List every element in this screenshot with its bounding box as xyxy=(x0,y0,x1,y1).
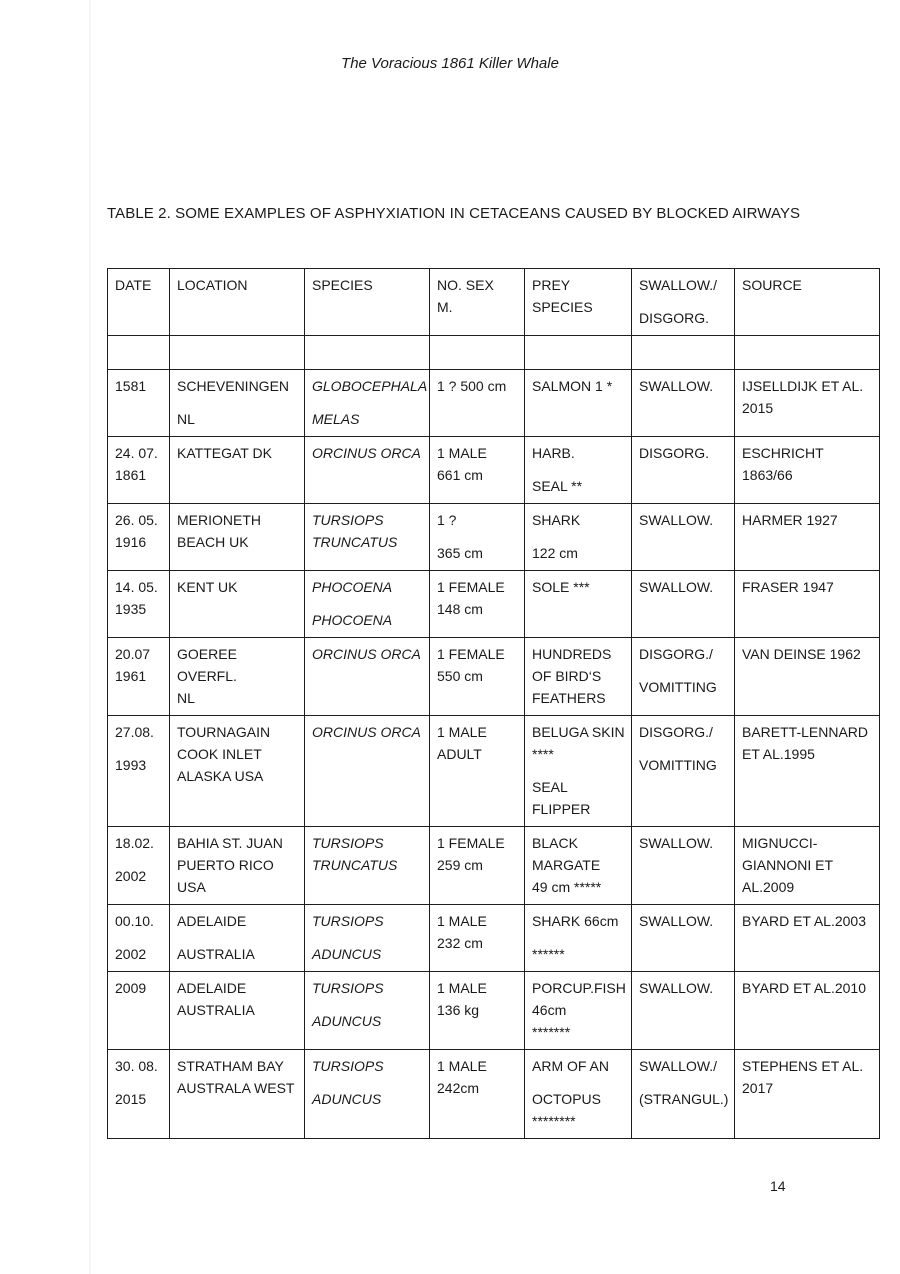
cell-paragraph: VOMITTING xyxy=(639,757,717,773)
cell-paragraph: 1993 xyxy=(115,757,147,773)
cell-paragraph: BLACK MARGATE 49 cm ***** xyxy=(532,835,602,895)
cell-paragraph: ORCINUS ORCA xyxy=(312,646,421,662)
cell-paragraph: FRASER 1947 xyxy=(742,579,834,595)
table-cell xyxy=(735,638,880,716)
column-header xyxy=(108,269,170,336)
table-cell xyxy=(525,370,632,437)
table-cell xyxy=(735,972,880,1050)
cell-paragraph: SWALLOW. xyxy=(639,835,714,851)
cell-paragraph xyxy=(639,341,730,363)
table-row xyxy=(108,716,880,827)
cell-paragraph: SHARK 66cm xyxy=(532,913,619,929)
table-cell xyxy=(305,905,430,972)
cell-paragraph: BYARD ET AL.2010 xyxy=(742,980,866,996)
table-cell xyxy=(525,972,632,1050)
cell-paragraph: MELAS xyxy=(312,411,360,427)
table-cell xyxy=(632,1050,735,1139)
column-header xyxy=(525,269,632,336)
cell-paragraph xyxy=(742,341,875,363)
table-cell xyxy=(632,716,735,827)
table-cell xyxy=(430,336,525,370)
table-cell xyxy=(305,827,430,905)
cell-paragraph: GLOBOCEPHALA xyxy=(312,378,428,394)
table-cell xyxy=(632,905,735,972)
table-cell xyxy=(525,905,632,972)
cell-paragraph xyxy=(437,341,520,363)
column-header xyxy=(170,269,305,336)
cell-paragraph xyxy=(532,341,627,363)
cell-paragraph xyxy=(312,341,425,363)
table-cell xyxy=(632,571,735,638)
table-cell xyxy=(632,437,735,504)
table-cell xyxy=(735,504,880,571)
cell-paragraph: ADUNCUS xyxy=(312,946,382,962)
cell-paragraph: SWALLOW. xyxy=(639,579,714,595)
cell-paragraph: TURSIOPS xyxy=(312,913,384,929)
table-cell xyxy=(170,905,305,972)
table-cell xyxy=(108,827,170,905)
table-cell xyxy=(108,571,170,638)
cell-paragraph: BARETT-LENNARD ET AL.1995 xyxy=(742,724,869,762)
cell-paragraph: (STRANGUL.) xyxy=(639,1091,729,1107)
table-cell xyxy=(735,716,880,827)
cell-paragraph: DISGORG./ xyxy=(639,646,713,662)
cell-paragraph: 27.08. xyxy=(115,724,154,740)
cell-paragraph: 1581 xyxy=(115,378,147,394)
table-cell xyxy=(170,370,305,437)
cell-paragraph: 365 cm xyxy=(437,545,483,561)
table-cell xyxy=(735,827,880,905)
cell-paragraph: 1 ? xyxy=(437,512,457,528)
cell-paragraph: VAN DEINSE 1962 xyxy=(742,646,861,662)
cell-paragraph: SWALLOW./ xyxy=(639,1058,718,1074)
table-cell xyxy=(735,571,880,638)
cell-paragraph: STEPHENS ET AL. 2017 xyxy=(742,1058,864,1096)
table-cell xyxy=(170,638,305,716)
table-cell xyxy=(430,972,525,1050)
cell-paragraph: ADUNCUS xyxy=(312,1013,382,1029)
table-row xyxy=(108,437,880,504)
cell-paragraph: ORCINUS ORCA xyxy=(312,724,421,740)
table-header xyxy=(108,269,880,336)
cell-paragraph: SWALLOW. xyxy=(639,378,714,394)
cell-paragraph: IJSELLDIJK ET AL. 2015 xyxy=(742,378,864,416)
table-row xyxy=(108,905,880,972)
cell-paragraph: 1 ? 500 cm xyxy=(437,378,507,394)
cell-paragraph: SWALLOW. xyxy=(639,512,714,528)
cell-paragraph: NL xyxy=(177,411,195,427)
cell-paragraph: SOURCE xyxy=(742,277,802,293)
cell-paragraph: TURSIOPS xyxy=(312,980,384,996)
cell-paragraph: DATE xyxy=(115,277,152,293)
cell-paragraph: KATTEGAT DK xyxy=(177,445,272,461)
table-cell xyxy=(305,972,430,1050)
table-row xyxy=(108,827,880,905)
table-row xyxy=(108,571,880,638)
page-number: 14 xyxy=(770,1178,786,1194)
cell-paragraph: ADELAIDE AUSTRALIA xyxy=(177,980,255,1018)
cell-paragraph: NO. SEX M. xyxy=(437,277,494,315)
table-cell xyxy=(430,571,525,638)
cell-paragraph: 2002 xyxy=(115,946,147,962)
table-cell xyxy=(170,437,305,504)
cell-paragraph: 1 MALE 661 cm xyxy=(437,445,487,483)
cell-paragraph: OCTOPUS ******** xyxy=(532,1091,601,1129)
table-cell xyxy=(735,370,880,437)
table-cell xyxy=(170,1050,305,1139)
cell-paragraph: 2009 xyxy=(115,980,147,996)
cell-paragraph: 30. 08. xyxy=(115,1058,158,1074)
table-cell xyxy=(108,437,170,504)
table-cell xyxy=(525,716,632,827)
cell-paragraph xyxy=(115,341,165,363)
cell-paragraph: ADELAIDE xyxy=(177,913,247,929)
cell-paragraph: ADUNCUS xyxy=(312,1091,382,1107)
cell-paragraph: MIGNUCCI- GIANNONI ET AL.2009 xyxy=(742,835,834,895)
table-cell xyxy=(108,638,170,716)
table-cell xyxy=(525,336,632,370)
table-cell xyxy=(525,1050,632,1139)
column-header xyxy=(430,269,525,336)
table-row xyxy=(108,972,880,1050)
cell-paragraph: ORCINUS ORCA xyxy=(312,445,421,461)
cell-paragraph xyxy=(177,341,300,363)
table-cell xyxy=(525,638,632,716)
cell-paragraph: PORCUP.FISH 46cm ******* xyxy=(532,980,626,1040)
column-header xyxy=(632,269,735,336)
cell-paragraph: 00.10. xyxy=(115,913,154,929)
table-row xyxy=(108,504,880,571)
table-cell xyxy=(305,571,430,638)
cell-paragraph: TURSIOPS xyxy=(312,1058,384,1074)
asphyxiation-table xyxy=(107,268,880,1139)
cell-paragraph: SHARK xyxy=(532,512,581,528)
cell-paragraph: SWALLOW. xyxy=(639,980,714,996)
table-cell xyxy=(305,336,430,370)
cell-paragraph: DISGORG. xyxy=(639,310,710,326)
header-row xyxy=(108,269,880,336)
cell-paragraph: SALMON 1 * xyxy=(532,378,613,394)
page-edge-line xyxy=(89,0,91,1274)
cell-paragraph: SWALLOW./ xyxy=(639,277,718,293)
cell-paragraph: PREY SPECIES xyxy=(532,277,593,315)
cell-paragraph: HARB. xyxy=(532,445,575,461)
table-cell xyxy=(735,905,880,972)
table-cell xyxy=(108,972,170,1050)
cell-paragraph: 1 FEMALE 148 cm xyxy=(437,579,505,617)
table-cell xyxy=(735,1050,880,1139)
table-cell xyxy=(170,827,305,905)
cell-paragraph: TOURNAGAIN COOK INLET ALASKA USA xyxy=(177,724,271,784)
table-cell xyxy=(632,972,735,1050)
table-caption: TABLE 2. SOME EXAMPLES OF ASPHYXIATION IN CETACEANS CAUSED BY BLOCKED AIRWAYS xyxy=(107,205,801,222)
cell-paragraph: TURSIOPS TRUNCATUS xyxy=(312,835,398,873)
table-cell xyxy=(305,504,430,571)
cell-paragraph: HUNDREDS OF BIRD‘S FEATHERS xyxy=(532,646,612,706)
cell-paragraph: DISGORG. xyxy=(639,445,710,461)
table-cell xyxy=(525,571,632,638)
cell-paragraph: PHOCOENA xyxy=(312,612,393,628)
cell-paragraph: BAHIA ST. JUAN PUERTO RICO USA xyxy=(177,835,283,895)
cell-paragraph: 1 FEMALE 259 cm xyxy=(437,835,505,873)
table-cell xyxy=(108,905,170,972)
table-row xyxy=(108,370,880,437)
table-row xyxy=(108,1050,880,1139)
table-cell xyxy=(108,504,170,571)
cell-paragraph: 2015 xyxy=(115,1091,147,1107)
cell-paragraph: BYARD ET AL.2003 xyxy=(742,913,866,929)
cell-paragraph: AUSTRALIA xyxy=(177,946,255,962)
table-cell xyxy=(632,638,735,716)
cell-paragraph: DISGORG./ xyxy=(639,724,713,740)
table-cell xyxy=(305,716,430,827)
table-cell xyxy=(170,716,305,827)
table-cell xyxy=(430,638,525,716)
table-cell xyxy=(305,437,430,504)
cell-paragraph: 26. 05. 1916 xyxy=(115,512,158,550)
table-cell xyxy=(108,716,170,827)
table-cell xyxy=(525,504,632,571)
cell-paragraph: SEAL FLIPPER xyxy=(532,779,591,817)
table-cell xyxy=(305,638,430,716)
cell-paragraph: SEAL ** xyxy=(532,478,583,494)
table-cell xyxy=(108,336,170,370)
cell-paragraph: 1 MALE 136 kg xyxy=(437,980,487,1018)
table-cell xyxy=(430,905,525,972)
running-head: The Voracious 1861 Killer Whale xyxy=(341,55,559,72)
table-cell xyxy=(108,370,170,437)
column-header xyxy=(305,269,430,336)
table-cell xyxy=(170,972,305,1050)
table-cell xyxy=(735,336,880,370)
table-cell xyxy=(632,504,735,571)
table-cell xyxy=(430,1050,525,1139)
table-cell xyxy=(525,827,632,905)
cell-paragraph: BELUGA SKIN **** xyxy=(532,724,625,762)
table-cell xyxy=(632,827,735,905)
table-row xyxy=(108,638,880,716)
table-cell xyxy=(430,437,525,504)
cell-paragraph: STRATHAM BAY AUSTRALA WEST xyxy=(177,1058,295,1096)
table-cell xyxy=(170,504,305,571)
cell-paragraph: 2002 xyxy=(115,868,147,884)
cell-paragraph: 1 MALE 242cm xyxy=(437,1058,487,1096)
table-cell xyxy=(735,437,880,504)
table-cell xyxy=(170,336,305,370)
cell-paragraph: SPECIES xyxy=(312,277,373,293)
cell-paragraph: ESCHRICHT 1863/66 xyxy=(742,445,824,483)
cell-paragraph: ****** xyxy=(532,946,565,962)
cell-paragraph: 122 cm xyxy=(532,545,578,561)
cell-paragraph: 1 FEMALE 550 cm xyxy=(437,646,505,684)
table-cell xyxy=(430,370,525,437)
cell-paragraph: 1 MALE 232 cm xyxy=(437,913,487,951)
table-cell xyxy=(305,370,430,437)
cell-paragraph: SOLE *** xyxy=(532,579,590,595)
table-cell xyxy=(525,437,632,504)
cell-paragraph: LOCATION xyxy=(177,277,248,293)
column-header xyxy=(735,269,880,336)
cell-paragraph: SWALLOW. xyxy=(639,913,714,929)
cell-paragraph: HARMER 1927 xyxy=(742,512,838,528)
table-cell xyxy=(430,504,525,571)
cell-paragraph: SCHEVENINGEN xyxy=(177,378,290,394)
cell-paragraph: 18.02. xyxy=(115,835,154,851)
table-cell xyxy=(632,336,735,370)
table-row xyxy=(108,336,880,370)
table-body xyxy=(108,336,880,1139)
table-cell xyxy=(430,827,525,905)
cell-paragraph: PHOCOENA xyxy=(312,579,393,595)
table-cell xyxy=(108,1050,170,1139)
cell-paragraph: 24. 07. 1861 xyxy=(115,445,158,483)
cell-paragraph: KENT UK xyxy=(177,579,238,595)
cell-paragraph: MERIONETH BEACH UK xyxy=(177,512,261,550)
cell-paragraph: VOMITTING xyxy=(639,679,717,695)
cell-paragraph: 14. 05. 1935 xyxy=(115,579,158,617)
cell-paragraph: ARM OF AN xyxy=(532,1058,610,1074)
cell-paragraph: GOEREE OVERFL. NL xyxy=(177,646,237,706)
table-cell xyxy=(305,1050,430,1139)
cell-paragraph: TURSIOPS TRUNCATUS xyxy=(312,512,398,550)
table-cell xyxy=(430,716,525,827)
cell-paragraph: 20.07 1961 xyxy=(115,646,151,684)
cell-paragraph: 1 MALE ADULT xyxy=(437,724,487,762)
table-cell xyxy=(170,571,305,638)
table-cell xyxy=(632,370,735,437)
